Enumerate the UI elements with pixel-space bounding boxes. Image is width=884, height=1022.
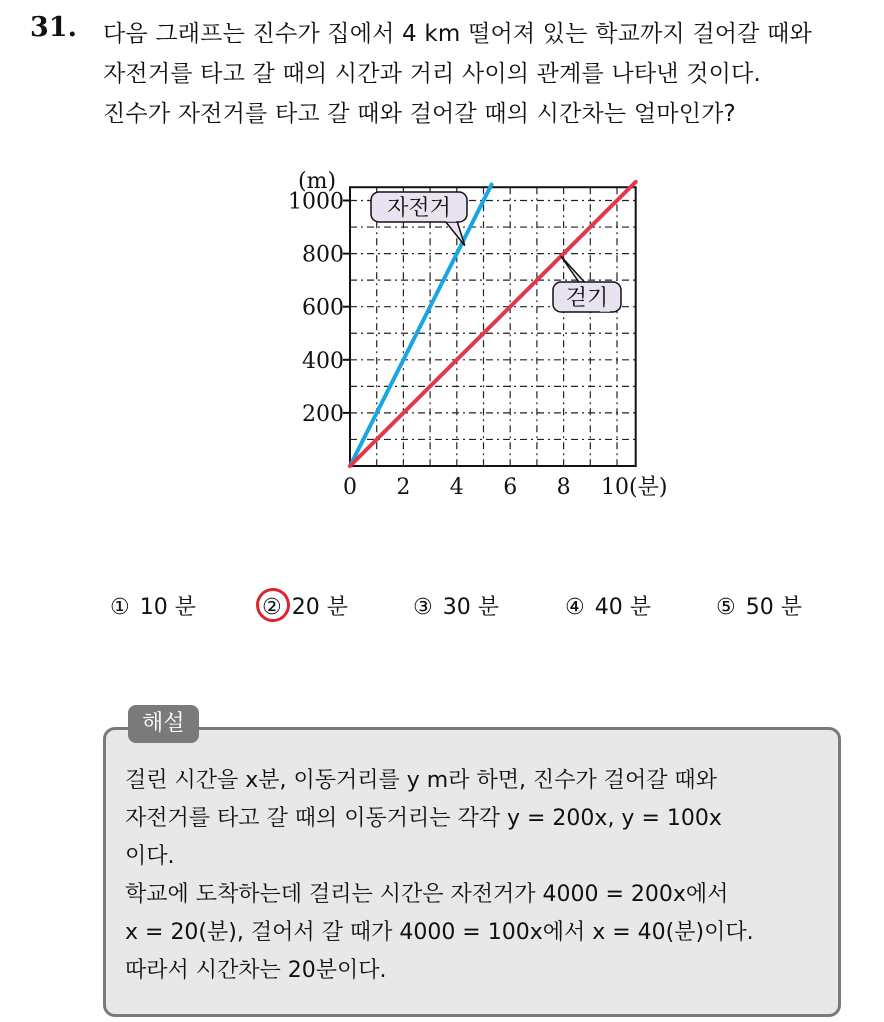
y-tick-label: 600	[302, 295, 344, 321]
question-line-3: 진수가 자전거를 타고 갈 때와 걸어갈 때의 시간차는 얼마인가?	[103, 101, 736, 127]
x-tick-label: 4	[449, 475, 464, 500]
choice-text: 50 분	[745, 595, 802, 620]
y-tick-label: 400	[302, 348, 344, 374]
answer-choices	[0, 590, 884, 626]
solution-tag: 해설	[128, 705, 199, 743]
bicycle-callout-pointer	[445, 221, 465, 246]
solution-line-3: 이다.	[125, 844, 175, 869]
walking-callout-text: 걷기	[565, 286, 609, 311]
choice-mark: ②	[262, 595, 282, 620]
choice-text: 20 분	[291, 595, 348, 620]
solution-line-2: 자전거를 타고 갈 때의 이동거리는 각각 y = 200x, y = 100x	[125, 806, 722, 831]
choice-1[interactable]	[110, 590, 196, 621]
solution-line-4: 학교에 도착하는데 걸리는 시간은 자전거가 4000 = 200x에서	[125, 882, 729, 907]
question-number: 31.	[30, 12, 77, 43]
bicycle-callout-text: 자전거	[387, 196, 451, 221]
y-tick-label: 1000	[288, 189, 344, 215]
y-tick-label: 200	[302, 401, 344, 427]
solution-line-1: 걸린 시간을 x분, 이동거리를 y m라 하면, 진수가 걸어갈 때와	[125, 768, 717, 793]
choice-text: 10 분	[139, 595, 196, 620]
choice-3[interactable]	[413, 590, 499, 621]
x-tick-label: 6	[503, 475, 518, 500]
solution-line-5: x = 20(분), 걸어서 갈 때가 4000 = 100x에서 x = 40(분)이다.	[125, 920, 754, 945]
choice-text: 40 분	[594, 595, 651, 620]
choice-text: 30 분	[442, 595, 499, 620]
choice-mark: ①	[110, 595, 130, 620]
choice-mark: ⑤	[716, 595, 736, 620]
x-tick-label: 0	[343, 475, 357, 500]
selected-circle-mark	[253, 585, 293, 625]
x-tick-label: 2	[396, 475, 411, 500]
choice-2[interactable]	[262, 590, 348, 621]
choice-4[interactable]	[565, 590, 651, 621]
y-axis-label: (m)	[298, 169, 337, 195]
question-line-1: 다음 그래프는 진수가 집에서 4 km 떨어져 있는 학교까지 걸어갈 때와	[103, 21, 812, 47]
x-tick-label: 8	[556, 475, 571, 500]
distance-time-graph	[270, 148, 700, 518]
choice-mark: ④	[565, 595, 585, 620]
y-tick-label: 800	[302, 242, 344, 268]
solution-line-6: 따라서 시간차는 20분이다.	[125, 958, 387, 983]
choice-5[interactable]	[716, 590, 802, 621]
question-line-2: 자전거를 타고 갈 때의 시간과 거리 사이의 관계를 나타낸 것이다.	[103, 61, 761, 87]
x-axis-label: 10(분)	[601, 475, 668, 500]
walking-line	[350, 182, 636, 466]
choice-mark: ③	[413, 595, 433, 620]
